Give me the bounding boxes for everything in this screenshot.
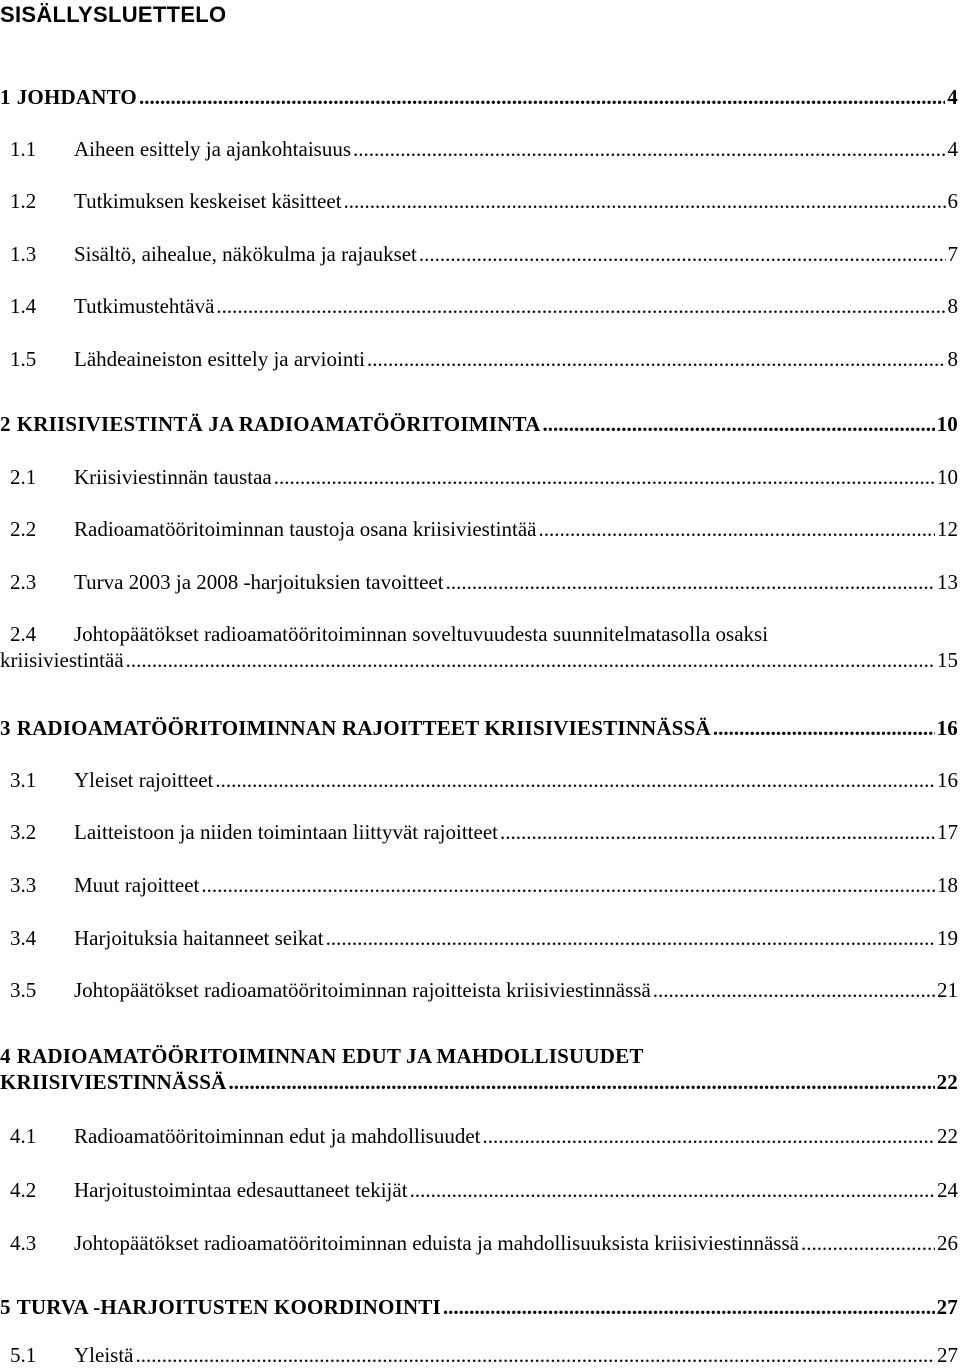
toc-label: Kriisiviestinnän taustaa — [74, 465, 272, 489]
toc-number: 1.4 — [10, 294, 37, 318]
toc-number: 2.1 — [10, 465, 37, 489]
leader-dots — [443, 1294, 935, 1320]
leader-dots — [483, 1123, 935, 1149]
leader-dots — [500, 819, 935, 845]
toc-number: 4.1 — [10, 1124, 37, 1148]
toc-number: 4 — [0, 1044, 11, 1068]
toc-label: KRIISIVIESTINTÄ JA RADIOAMATÖÖRITOIMINTA — [16, 412, 541, 436]
toc-page: 13 — [937, 570, 958, 594]
toc-entry-3[interactable] — [0, 715, 960, 741]
toc-label: Yleiset rajoitteet — [74, 768, 214, 792]
toc-entry-1-4[interactable] — [0, 293, 960, 319]
toc-label: JOHDANTO — [16, 85, 137, 109]
toc-entry-4-3[interactable] — [0, 1230, 960, 1256]
toc-page: 12 — [937, 517, 958, 541]
toc-label: Muut rajoitteet — [74, 873, 200, 897]
toc-entry-1-1[interactable] — [0, 136, 960, 162]
toc-label: Tutkimustehtävä — [74, 294, 215, 318]
toc-number: 3 — [0, 716, 11, 740]
toc-label: Lähdeaineiston esittely ja arviointi — [74, 347, 365, 371]
toc-page: 8 — [947, 294, 958, 318]
toc-label-line1: Johtopäätökset radioamatööritoiminnan soveltuvuudesta suunnitelmatasolla osaksi — [74, 622, 769, 646]
leader-dots — [126, 647, 935, 673]
toc-entry-1[interactable] — [0, 84, 960, 110]
leader-dots — [274, 464, 935, 490]
toc-label: RADIOAMATÖÖRITOIMINNAN RAJOITTEET KRIISIVIESTINNÄSSÄ — [16, 716, 711, 740]
toc-page: 24 — [937, 1178, 958, 1202]
toc-page: 7 — [947, 242, 958, 266]
toc-page: 27 — [936, 1295, 958, 1319]
toc-number: 2.3 — [10, 570, 37, 594]
leader-dots — [344, 188, 946, 214]
leader-dots — [215, 767, 935, 793]
toc-number: 1.2 — [10, 189, 37, 213]
toc-page: 15 — [937, 648, 958, 672]
toc-page: 26 — [937, 1231, 958, 1255]
toc-entry-1-3[interactable] — [0, 241, 960, 267]
toc-page: 4 — [947, 137, 958, 161]
toc-entry-4[interactable] — [0, 1043, 960, 1095]
toc-page: 18 — [937, 873, 958, 897]
page-title: SISÄLLYSLUETTELO — [0, 2, 227, 27]
toc-page: 4 — [947, 85, 958, 109]
toc-entry-2-1[interactable] — [0, 464, 960, 490]
toc-entry-2-2[interactable] — [0, 516, 960, 542]
leader-dots — [326, 925, 935, 951]
toc-label: Sisältö, aihealue, näkökulma ja rajaukset — [74, 242, 417, 266]
toc-page: 22 — [936, 1070, 958, 1094]
toc-entry-1-2[interactable] — [0, 188, 960, 214]
toc-label: Radioamatööritoiminnan taustoja osana kriisiviestintää — [74, 517, 537, 541]
toc-page: 27 — [937, 1343, 958, 1367]
leader-dots — [446, 569, 935, 595]
toc-number: 3.1 — [10, 768, 37, 792]
toc-number: 3.4 — [10, 926, 37, 950]
toc-number: 5 — [0, 1295, 11, 1319]
toc-label-line2: KRIISIVIESTINNÄSSÄ — [0, 1070, 227, 1094]
toc-label-line2: kriisiviestintää — [0, 648, 124, 672]
toc-number: 3.2 — [10, 820, 37, 844]
toc-page: 17 — [937, 820, 958, 844]
toc-label-line1: RADIOAMATÖÖRITOIMINNAN EDUT JA MAHDOLLISUUDET — [16, 1044, 644, 1068]
leader-dots — [713, 715, 935, 741]
toc-entry-4-1[interactable] — [0, 1123, 960, 1149]
leader-dots — [801, 1230, 935, 1256]
leader-dots — [542, 411, 934, 437]
leader-dots — [229, 1069, 935, 1095]
toc-number: 2.4 — [10, 622, 37, 646]
toc-entry-5[interactable] — [0, 1294, 960, 1320]
leader-dots — [216, 293, 945, 319]
leader-dots — [201, 872, 935, 898]
leader-dots — [135, 1342, 935, 1368]
toc-number: 3.3 — [10, 873, 37, 897]
toc-label: Laitteistoon ja niiden toimintaan liittyvät rajoitteet — [74, 820, 498, 844]
toc-page: 21 — [937, 978, 958, 1002]
toc-entry-3-1[interactable] — [0, 767, 960, 793]
toc-page: 10 — [936, 412, 958, 436]
toc-label: Yleistä — [74, 1343, 134, 1367]
toc-entry-3-4[interactable] — [0, 925, 960, 951]
toc-entry-3-3[interactable] — [0, 872, 960, 898]
toc-label: Radioamatööritoiminnan edut ja mahdollisuudet — [74, 1124, 481, 1148]
toc-entry-4-2[interactable] — [0, 1177, 960, 1203]
toc-page: 19 — [937, 926, 958, 950]
toc-entry-1-5[interactable] — [0, 346, 960, 372]
toc-number: 5.1 — [10, 1343, 37, 1367]
leader-dots — [353, 136, 945, 162]
toc-number: 2.2 — [10, 517, 37, 541]
toc-number: 4.2 — [10, 1178, 37, 1202]
leader-dots — [139, 84, 945, 110]
toc-entry-2-3[interactable] — [0, 569, 960, 595]
toc-page: 6 — [947, 189, 958, 213]
toc-entry-3-5[interactable] — [0, 977, 960, 1003]
toc-entry-2-4[interactable] — [0, 621, 960, 673]
toc-entry-5-1[interactable] — [0, 1342, 960, 1368]
leader-dots — [419, 241, 946, 267]
toc-number: 1 — [0, 85, 11, 109]
toc-number: 1.3 — [10, 242, 37, 266]
toc-label: Harjoituksia haitanneet seikat — [74, 926, 324, 950]
leader-dots — [410, 1177, 935, 1203]
toc-page: 8 — [947, 347, 958, 371]
toc-page: 10 — [937, 465, 958, 489]
toc-label: Aiheen esittely ja ajankohtaisuus — [74, 137, 352, 161]
toc-entry-2[interactable] — [0, 411, 960, 437]
leader-dots — [367, 346, 946, 372]
toc-number: 1.1 — [10, 137, 37, 161]
toc-number: 2 — [0, 412, 11, 436]
leader-dots — [653, 977, 935, 1003]
toc-label: Johtopäätökset radioamatööritoiminnan eduista ja mahdollisuuksista kriisiviestinnässä — [74, 1231, 799, 1255]
toc-page: 22 — [937, 1124, 958, 1148]
toc-label: Harjoitustoimintaa edesauttaneet tekijät — [74, 1178, 408, 1202]
toc-number: 4.3 — [10, 1231, 37, 1255]
toc-page: 16 — [937, 768, 958, 792]
toc-label: TURVA -HARJOITUSTEN KOORDINOINTI — [16, 1295, 441, 1319]
toc-label: Johtopäätökset radioamatööritoiminnan rajoitteista kriisiviestinnässä — [74, 978, 651, 1002]
toc-label: Turva 2003 ja 2008 -harjoituksien tavoitteet — [74, 570, 444, 594]
toc-label: Tutkimuksen keskeiset käsitteet — [74, 189, 342, 213]
leader-dots — [538, 516, 935, 542]
toc-page: 16 — [936, 716, 958, 740]
toc-number: 1.5 — [10, 347, 37, 371]
toc-entry-3-2[interactable] — [0, 819, 960, 845]
toc-number: 3.5 — [10, 978, 37, 1002]
